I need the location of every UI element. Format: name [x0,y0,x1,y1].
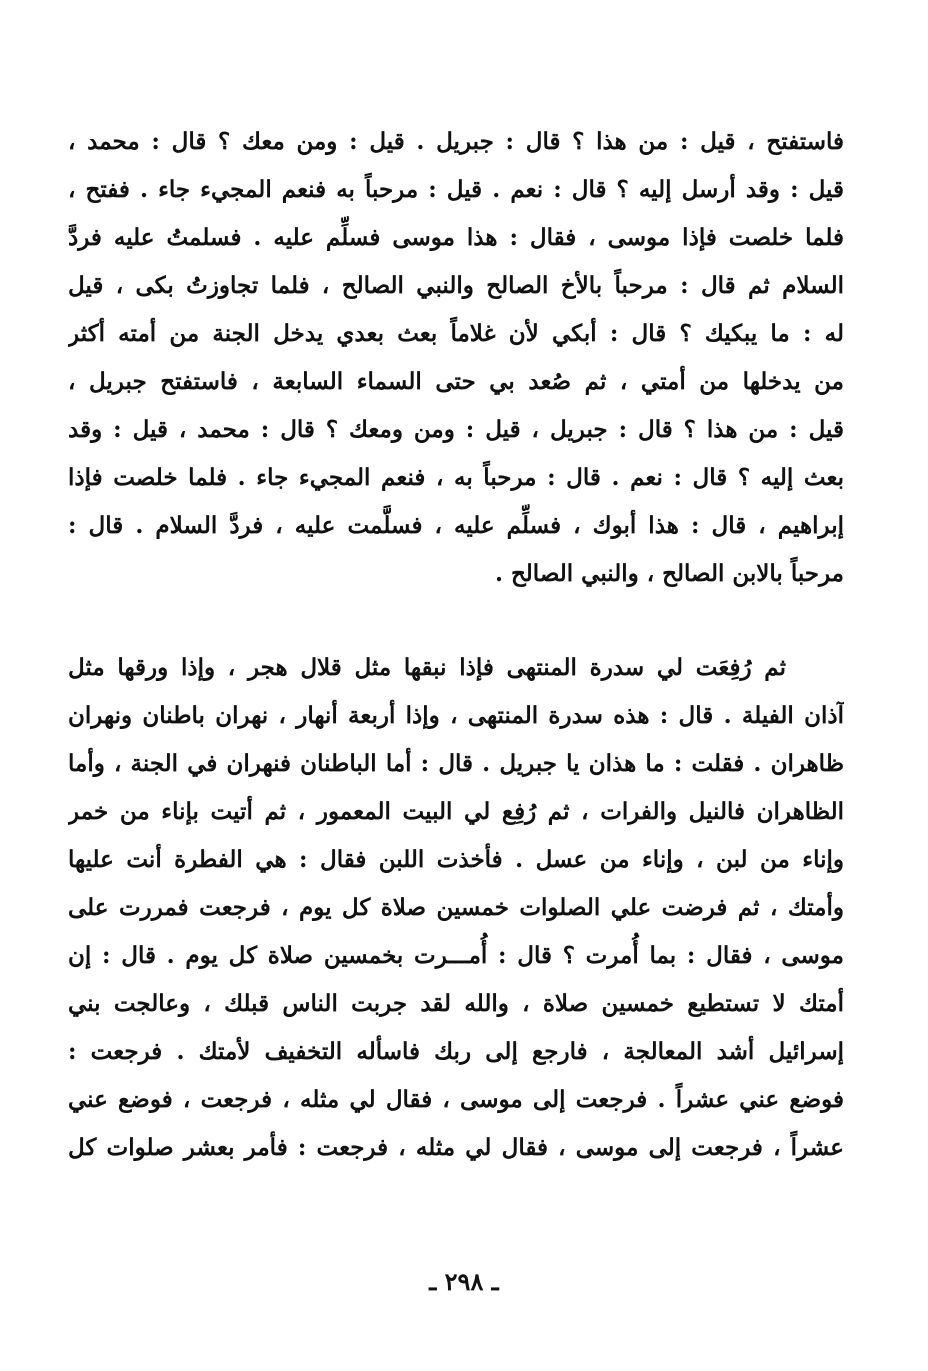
text-line: إسرائيل أشد المعالجة ، فارجع إلى ربك فاسأله التخفيف لأمتك . فرجعت : [68,1038,844,1065]
text-line: فاستفتح ، قيل : من هذا ؟ قال : جبريل . قيل : ومن معك ؟ قال : محمد ، [68,128,844,155]
text-line: له : ما يبكيك ؟ قال : أبكي لأن غلاماً بعث بعدي يدخل الجنة من أمته أكثر [68,320,844,347]
paragraph-1 [68,118,844,598]
text-line: السلام ثم قال : مرحباً بالأخ الصالح والنبي الصالح ، فلما تجاوزتُ بكى ، قيل [68,272,844,299]
text-line: آذان الفيلة . قال : هذه سدرة المنتهى ، وإذا أربعة أنهار ، نهران باطنان ونهران [68,702,844,729]
text-line: وأمتك ، ثم فرضت علي الصلوات خمسين صلاة كل يوم ، فرجعت فمررت على [68,894,844,921]
text-line: إبراهيم ، قال : هذا أبوك ، فسلِّم عليه ، فسلَّمت عليه ، فردَّ السلام . قال : [68,512,844,539]
text-line: عشراً ، فرجعت إلى موسى ، فقال لي مثله ، فرجعت : فأمر بعشر صلوات كل [68,1134,844,1161]
text-line: موسى ، فقال : بما أُمرت ؟ قال : أُمـــرت بخمسين صلاة كل يوم . قال : إن [68,942,844,969]
text-line: أمتك لا تستطيع خمسين صلاة ، والله لقد جربت الناس قبلك ، وعالجت بني [68,990,844,1017]
text-line: قيل : من هذا ؟ قال : جبريل ، قيل : ومن ومعك ؟ قال : محمد ، قيل : وقد [68,416,844,443]
text-line: مرحباً بالابن الصالح ، والنبي الصالح . [494,560,844,587]
page-number: ـ ٢٩٨ ـ [429,1267,499,1296]
text-line: وإناء من لبن ، وإناء من عسل . فأخذت اللبن فقال : هي الفطرة أنت عليها [68,846,844,873]
text-line: قيل : وقد أرسل إليه ؟ قال : نعم . قيل : مرحباً به فنعم المجيء جاء . ففتح ، [68,176,844,203]
text-line: بعث إليه ؟ قال : نعم . قال : مرحباً به ، فنعم المجيء جاء . فلما خلصت فإذا [68,464,844,491]
text-line: فوضع عني عشراً . فرجعت إلى موسى ، فقال لي مثله ، فرجعت ، فوضع عني [68,1086,844,1113]
text-line: ثم رُفِعَت لي سدرة المنتهى فإذا نبقها مثل قلال هجر ، وإذا ورقها مثل [68,654,786,681]
text-line: الظاهران فالنيل والفرات ، ثم رُفِع لي البيت المعمور ، ثم أتيت بإناء من خمر [68,798,844,825]
text-line: ظاهران . فقلت : ما هذان يا جبريل . قال : أما الباطنان فنهران في الجنة ، وأما [68,750,844,777]
text-line: فلما خلصت فإذا موسى ، فقال : هذا موسى فسلِّم عليه . فسلمتُ عليه فردَّ [68,224,844,251]
text-line: من يدخلها من أمتي ، ثم صُعد بي حتى السماء السابعة ، فاستفتح جبريل ، [68,368,844,395]
paragraph-2 [68,644,844,1172]
